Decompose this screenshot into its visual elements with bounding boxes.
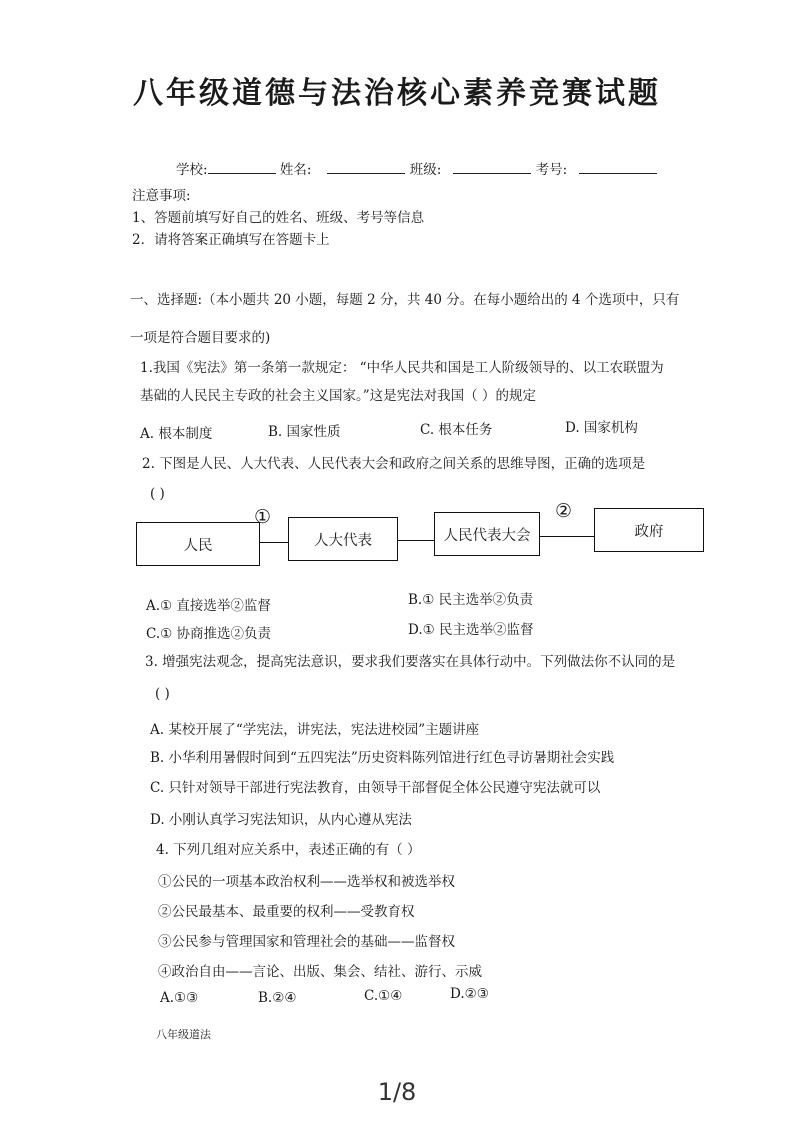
question-1-text-cont: 基础的人民民主专政的社会主义国家。”这是宪法对我国（ ）的规定 <box>140 388 536 404</box>
question-3-bracket: ( ) <box>155 686 170 702</box>
q4-option-a: A.①③ <box>160 990 199 1006</box>
q4-option-c: C.①④ <box>364 988 403 1004</box>
box-peoples-congress: 人民代表大会 <box>434 512 540 556</box>
q1-option-b: B. 国家性质 <box>268 424 341 440</box>
class-label: 班级: <box>409 162 442 178</box>
name-blank <box>327 161 405 174</box>
q2-option-b: B.① 民主选举②负责 <box>408 592 534 608</box>
q1-option-d: D. 国家机构 <box>565 420 638 436</box>
q3-option-b: B. 小华利用暑假时间到“五四宪法”历史资料陈列馆进行红色寻访暑期社会实践 <box>150 750 615 766</box>
exam-no-label: 考号: <box>535 162 568 178</box>
box-npc-deputies: 人大代表 <box>288 517 398 561</box>
school-blank <box>208 161 276 174</box>
box-people: 人民 <box>136 522 260 566</box>
connector-line <box>398 540 434 541</box>
q3-option-a: A. 某校开展了“学宪法，讲宪法，宪法进校园”主题讲座 <box>150 722 480 738</box>
q1-option-a: A. 根本制度 <box>140 426 213 442</box>
q4-option-b: B.②④ <box>258 990 297 1006</box>
section-heading-cont: 一项是符合题目要求的) <box>130 330 271 346</box>
question-2-text: 2. 下图是人民、人大代表、人民代表大会和政府之间关系的思维导图，正确的选项是 <box>142 456 646 472</box>
question-2-bracket: ( ) <box>150 486 165 502</box>
name-label: 姓名: <box>279 162 312 178</box>
q4-item-4: ④政治自由——言论、出版、集会、结社、游行、示威 <box>158 964 482 980</box>
note-item: 2．请将答案正确填写在答题卡上 <box>132 232 330 248</box>
school-label: 学校: <box>176 162 208 178</box>
page-number: 1/8 <box>377 1078 417 1106</box>
q3-option-c: C. 只针对领导干部进行宪法教育，由领导干部督促全体公民遵守宪法就可以 <box>150 780 601 796</box>
q4-option-d: D.②③ <box>450 986 489 1002</box>
connector-line <box>540 536 594 537</box>
question-4-text: 4. 下列几组对应关系中，表述正确的有（ ） <box>156 842 421 858</box>
q4-item-2: ②公民最基本、最重要的权利——受教育权 <box>158 904 415 920</box>
q2-option-c: C.① 协商推选②负责 <box>146 626 272 642</box>
exam-title: 八年级道德与法治核心素养竞赛试题 <box>133 76 661 111</box>
footer-subject: 八年级道法 <box>156 1028 211 1041</box>
q4-item-1: ①公民的一项基本政治权利——选举权和被选举权 <box>158 874 455 890</box>
q2-option-d: D.① 民主选举②监督 <box>408 622 534 638</box>
info-line <box>176 158 657 178</box>
box-government: 政府 <box>594 508 704 552</box>
marker-1: ① <box>254 506 272 528</box>
question-3-text: 3. 增强宪法观念，提高宪法意识，要求我们要落实在具体行动中。下列做法你不认同的是 <box>145 654 676 670</box>
class-blank <box>453 161 531 174</box>
q4-item-3: ③公民参与管理国家和管理社会的基础——监督权 <box>158 934 455 950</box>
marker-2: ② <box>555 500 573 522</box>
q2-option-a: A.① 直接选举②监督 <box>146 598 271 614</box>
q1-option-c: C. 根本任务 <box>420 422 493 438</box>
connector-line <box>260 542 288 543</box>
section-heading: 一、选择题:（本小题共 20 小题，每题 2 分，共 40 分。在每小题给出的 4 个选项中，只有 <box>130 292 680 308</box>
q3-option-d: D. 小刚认真学习宪法知识，从内心遵从宪法 <box>150 812 412 828</box>
question-1-text: 1.我国《宪法》第一条第一款规定： “中华人民共和国是工人阶级领导的、以工农联盟为 <box>140 360 664 376</box>
note-item: 1、答题前填写好自己的姓名、班级、考号等信息 <box>132 210 425 226</box>
exam-no-blank <box>579 161 657 174</box>
notes-heading: 注意事项: <box>132 188 191 204</box>
